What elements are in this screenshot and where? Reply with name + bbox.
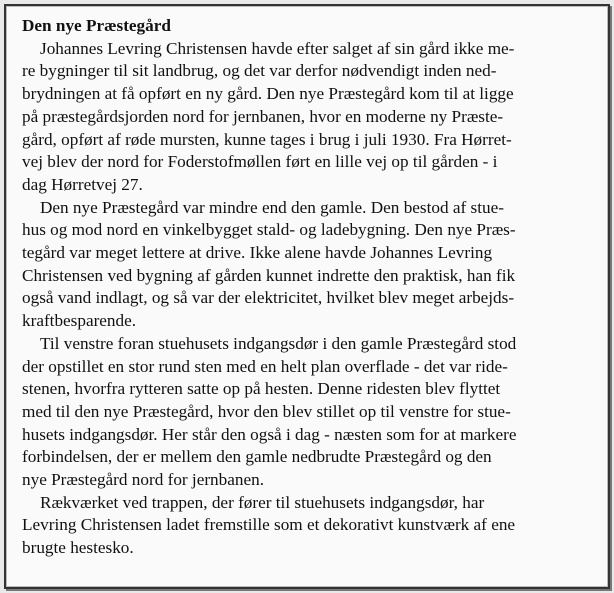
text-line: Den nye Præstegård var mindre end den gamle. Den bestod af stue- bbox=[40, 197, 504, 217]
document-body bbox=[22, 15, 598, 560]
text-line: husets indgangsdør. Her står den også i dag - næsten som for at markere bbox=[22, 424, 517, 444]
text-line: Rækværket ved trappen, der fører til stuehusets indgangsdør, har bbox=[40, 492, 485, 512]
text-line: Christensen ved bygning af gården kunnet indrette den praktisk, han fik bbox=[22, 265, 516, 285]
paragraph bbox=[22, 333, 598, 492]
text-line: stenen, hvorfra rytteren satte op på hesten. Denne ridesten blev flyttet bbox=[22, 379, 501, 399]
text-line: Johannes Levring Christensen havde efter salget af sin gård ikke me- bbox=[40, 38, 515, 58]
text-line: Til venstre foran stuehusets indgangsdør i den gamle Præstegård stod bbox=[40, 333, 517, 353]
article-title: Den nye Præstegård bbox=[22, 16, 171, 35]
text-line: der opstillet en stor rund sten med en helt plan overflade - det var ride- bbox=[22, 356, 508, 376]
text-line: brugte hestesko. bbox=[22, 538, 134, 558]
paragraph bbox=[22, 197, 598, 333]
text-line: tegård var meget lettere at drive. Ikke alene havde Johannes Levring bbox=[22, 243, 493, 263]
text-line: re bygninger til sit landbrug, og det var derfor nødvendigt inden ned- bbox=[22, 61, 497, 81]
text-line: Levring Christensen ladet fremstille som et dekorativt kunstværk af ene bbox=[22, 515, 516, 535]
text-line: nye Præstegård nord for jernbanen. bbox=[22, 470, 264, 490]
text-line: forbindelsen, der er mellem den gamle nedbrudte Præstegård og den bbox=[22, 447, 492, 467]
text-line: kraftbesparende. bbox=[22, 311, 137, 331]
text-line: hus og mod nord en vinkelbygget stald- og ladebygning. Den nye Præs- bbox=[22, 220, 516, 240]
text-line: med til den nye Præstegård, hvor den blev stillet op til venstre for stue- bbox=[22, 401, 511, 421]
text-line: gård, opført af røde mursten, kunne tages i brug i juli 1930. Fra Hørret- bbox=[22, 129, 512, 149]
text-line: brydningen at få opført en ny gård. Den nye Præstegård kom til at ligge bbox=[22, 84, 514, 104]
text-line: dag Hørretvej 27. bbox=[22, 174, 143, 194]
text-line: vej blev der nord for Foderstofmøllen ført en lille vej op til gården - i bbox=[22, 152, 498, 172]
paragraph bbox=[22, 38, 598, 197]
text-line: også vand indlagt, og så var der elektricitet, hvilket blev meget arbejds- bbox=[22, 288, 515, 308]
text-line: på præstegårdsjorden nord for jernbanen, hvor en moderne ny Præste- bbox=[22, 106, 504, 126]
paragraph bbox=[22, 492, 598, 560]
